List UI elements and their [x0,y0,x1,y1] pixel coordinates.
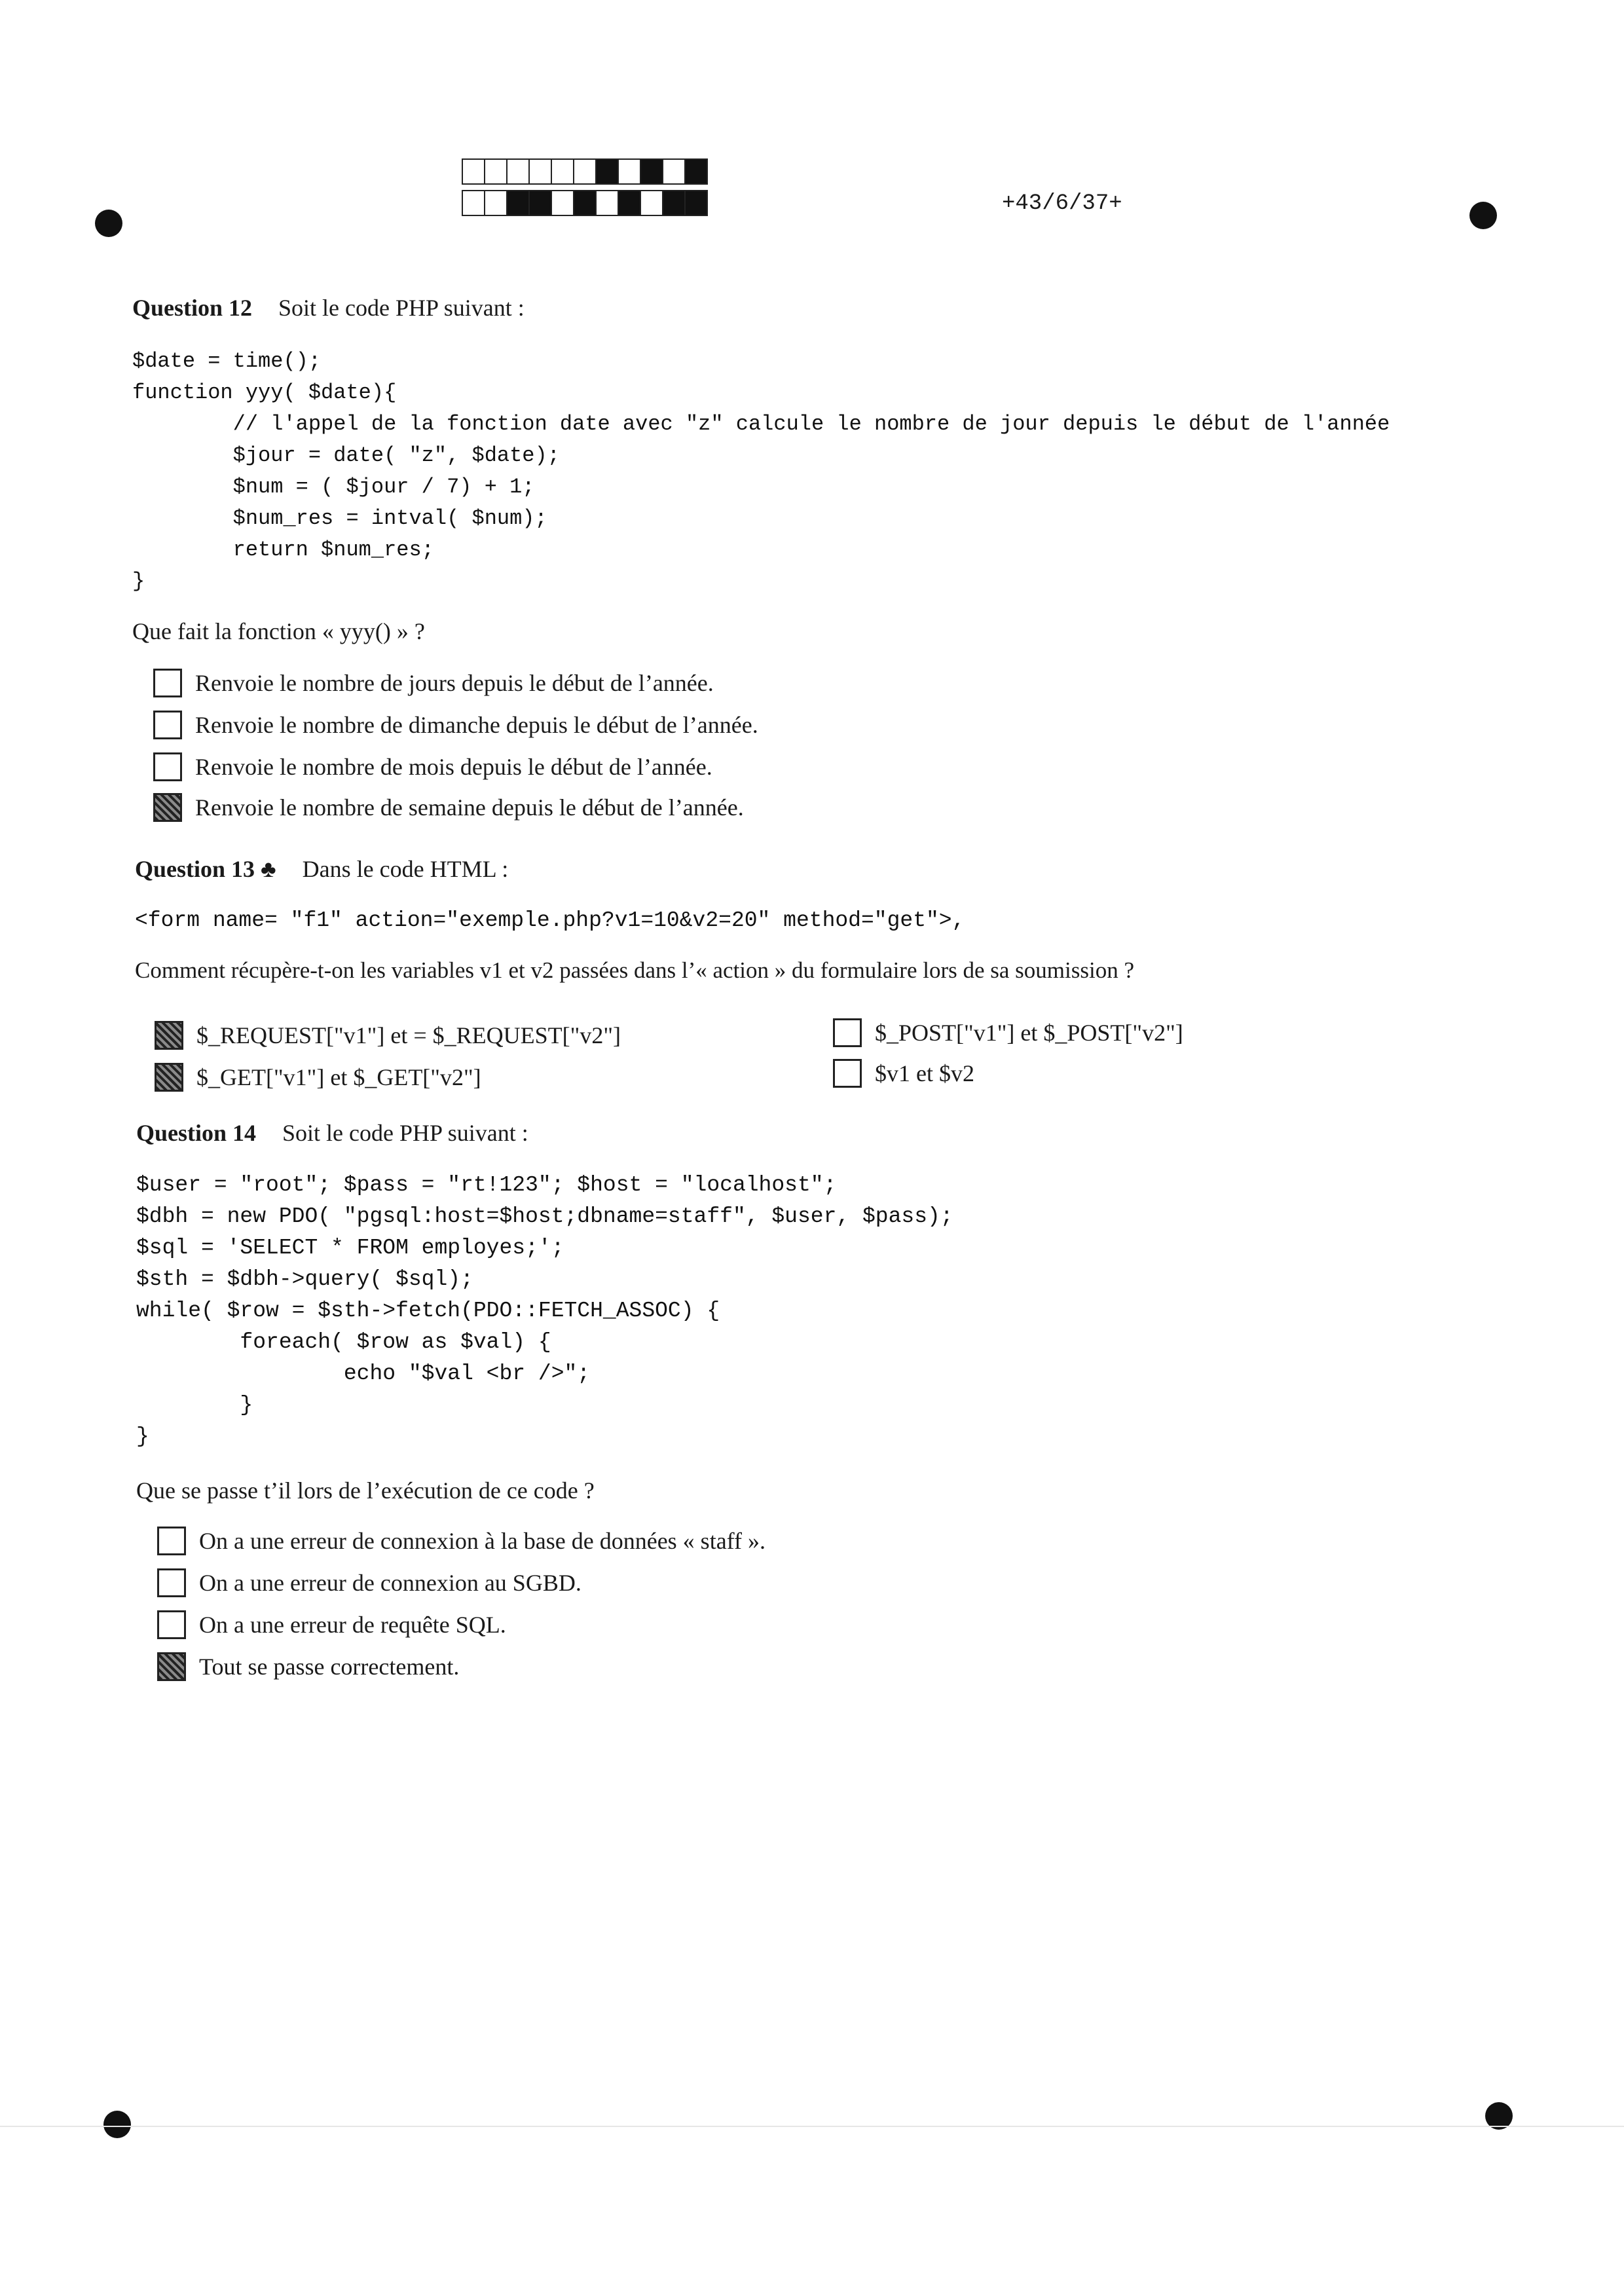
barcode-cell [551,158,574,185]
answer-option[interactable] [833,1016,1183,1049]
barcode-cell [640,158,663,185]
registration-mark-top-right [1469,202,1497,229]
barcode-cell [618,190,641,216]
answer-option[interactable] [157,1525,766,1557]
question-14-code: $user = "root"; $pass = "rt!123"; $host = "localhost"; $dbh = new PDO( "pgsql:host=$host;dbname=staff", $user, $pass); $sql = 'SELECT * FROM employes;'; $sth = $dbh->query( $sql); while( $row = $sth->fetch(PDO::FETCH_ASSOC) { foreach( $row as $val) { echo "$val <br />"; } } [136,1173,953,1449]
barcode-row-2 [462,190,707,216]
answer-checkbox[interactable] [833,1059,862,1088]
answer-option[interactable] [153,709,758,741]
answer-option[interactable] [155,1019,621,1052]
question-14-title [136,1119,528,1147]
barcode-cell [484,158,507,185]
question-label: Question 13 ♣ [135,856,276,882]
barcode-cell [595,158,619,185]
answer-checkbox[interactable] [157,1652,186,1681]
barcode-cell [573,158,597,185]
answer-checkbox[interactable] [155,1063,183,1092]
barcode-cell [595,190,619,216]
question-intro: Soit le code PHP suivant : [282,1120,528,1146]
question-intro: Dans le code HTML : [302,856,509,882]
footer-rule [0,2126,1624,2127]
answer-checkbox[interactable] [153,793,182,822]
barcode-cell [484,190,507,216]
answer-option[interactable] [153,791,744,824]
question-13-code: <form name= "f1" action="exemple.php?v1=10&v2=20" method="get">, [135,908,965,933]
answer-option[interactable] [157,1566,581,1599]
answer-option[interactable] [157,1608,506,1641]
question-label: Question 14 [136,1120,257,1146]
answer-checkbox[interactable] [833,1018,862,1047]
barcode-cell [684,190,708,216]
barcode-cell [662,190,686,216]
answer-label: Renvoie le nombre de jours depuis le début de l’année. [195,670,714,696]
answer-label: $_GET["v1"] et $_GET["v2"] [196,1064,481,1090]
answer-label: $v1 et $v2 [875,1060,974,1086]
answer-label: Renvoie le nombre de dimanche depuis le début de l’année. [195,712,758,738]
answer-option[interactable] [155,1061,481,1094]
answer-label: On a une erreur de connexion au SGBD. [199,1570,581,1596]
answer-checkbox[interactable] [157,1568,186,1597]
question-12-prompt: Que fait la fonction « yyy() » ? [132,618,425,644]
answer-option[interactable] [833,1057,974,1090]
barcode-cell [618,158,641,185]
question-14-prompt: Que se passe t’il lors de l’exécution de ce code ? [136,1477,595,1504]
barcode-cell [528,158,552,185]
barcode-cell [640,190,663,216]
question-13-prompt: Comment récupère-t-on les variables v1 et v2 passées dans l’« action » du formulaire lors de sa soumission ? [135,957,1134,983]
answer-label: Tout se passe correctement. [199,1654,460,1680]
barcode-cell [662,158,686,185]
registration-mark-bottom-left [103,2111,131,2138]
barcode-cell [506,190,530,216]
answer-checkbox[interactable] [155,1021,183,1050]
barcode-row-1 [462,158,707,185]
barcode-cell [573,190,597,216]
sheet-code: +43/6/37+ [1002,191,1122,216]
answer-label: Renvoie le nombre de semaine depuis le début de l’année. [195,794,744,821]
barcode-cell [462,190,485,216]
answer-label: Renvoie le nombre de mois depuis le début de l’année. [195,754,712,780]
question-label: Question 12 [132,295,253,321]
barcode-cell [506,158,530,185]
answer-option[interactable] [157,1650,459,1683]
question-13-title [135,855,508,883]
question-intro: Soit le code PHP suivant : [278,295,525,321]
answer-option[interactable] [153,667,714,699]
answer-label: On a une erreur de connexion à la base de données « staff ». [199,1528,766,1554]
answer-label: $_POST["v1"] et $_POST["v2"] [875,1020,1183,1046]
answer-option[interactable] [153,750,712,783]
answer-checkbox[interactable] [157,1527,186,1555]
barcode-cell [528,190,552,216]
barcode-cell [551,190,574,216]
answer-label: On a une erreur de requête SQL. [199,1612,506,1638]
barcode-cell [684,158,708,185]
answer-checkbox[interactable] [157,1610,186,1639]
question-12-title [132,293,525,322]
barcode-cell [462,158,485,185]
answer-checkbox[interactable] [153,752,182,781]
registration-mark-top-left [95,210,122,237]
answer-label: $_REQUEST["v1"] et = $_REQUEST["v2"] [196,1022,621,1048]
question-12-code: $date = time(); function yyy( $date){ // l'appel de la fonction date avec "z" calcule le nombre de jour depuis le début de l'année $jour = date( "z", $date); $num = ( $jour / 7) + 1; $num_res = intval( $num); return $num_res; } [132,349,1390,593]
answer-checkbox[interactable] [153,669,182,697]
answer-checkbox[interactable] [153,711,182,739]
